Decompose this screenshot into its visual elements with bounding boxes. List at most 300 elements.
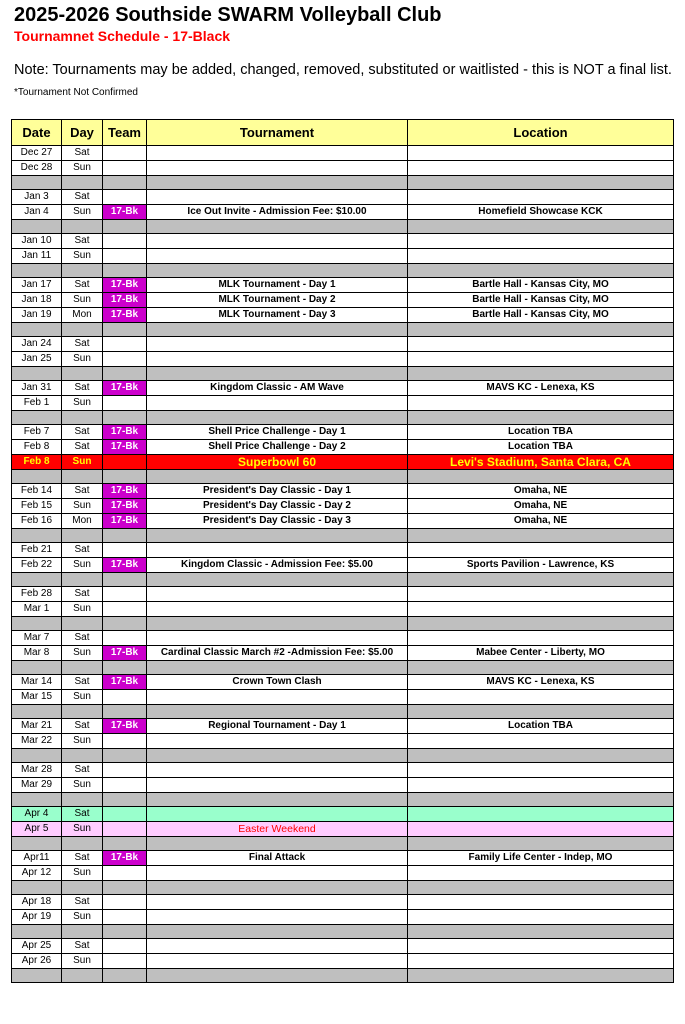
schedule-row — [12, 396, 674, 411]
tournament-cell: MLK Tournament - Day 3 — [147, 308, 408, 323]
location-cell: MAVS KC - Lenexa, KS — [408, 381, 674, 396]
team-cell: 17-Bk — [103, 499, 147, 514]
tournament-cell — [147, 763, 408, 778]
day-cell: Sat — [62, 719, 103, 734]
separator-cell — [147, 969, 408, 983]
team-cell: 17-Bk — [103, 484, 147, 499]
team-cell: 17-Bk — [103, 558, 147, 573]
tournament-cell — [147, 807, 408, 822]
schedule-row — [12, 543, 674, 558]
location-cell — [408, 895, 674, 910]
separator-cell — [103, 749, 147, 763]
separator-row — [12, 705, 674, 719]
schedule-row — [12, 440, 674, 455]
location-cell — [408, 778, 674, 793]
separator-cell — [62, 323, 103, 337]
separator-cell — [62, 411, 103, 425]
day-cell: Sat — [62, 337, 103, 352]
date-cell: Feb 16 — [12, 514, 62, 529]
schedule-row — [12, 455, 674, 470]
separator-cell — [103, 617, 147, 631]
schedule-row — [12, 278, 674, 293]
date-cell: Mar 15 — [12, 690, 62, 705]
separator-cell — [12, 529, 62, 543]
separator-cell — [147, 470, 408, 484]
schedule-row — [12, 381, 674, 396]
date-cell: Mar 8 — [12, 646, 62, 661]
date-cell: Feb 14 — [12, 484, 62, 499]
separator-cell — [147, 793, 408, 807]
team-cell — [103, 954, 147, 969]
separator-cell — [408, 176, 674, 190]
separator-cell — [12, 323, 62, 337]
column-header-team: Team — [103, 120, 147, 146]
date-cell: Feb 28 — [12, 587, 62, 602]
team-cell — [103, 587, 147, 602]
schedule-row — [12, 293, 674, 308]
location-cell: Levi's Stadium, Santa Clara, CA — [408, 455, 674, 470]
date-cell: Jan 19 — [12, 308, 62, 323]
location-cell — [408, 190, 674, 205]
separator-cell — [62, 617, 103, 631]
date-cell: Jan 4 — [12, 205, 62, 220]
separator-cell — [62, 969, 103, 983]
separator-cell — [12, 411, 62, 425]
location-cell: Bartle Hall - Kansas City, MO — [408, 278, 674, 293]
schedule-row — [12, 352, 674, 367]
date-cell: Mar 14 — [12, 675, 62, 690]
separator-cell — [103, 969, 147, 983]
schedule-row — [12, 954, 674, 969]
separator-row — [12, 617, 674, 631]
day-cell: Sun — [62, 734, 103, 749]
separator-cell — [103, 705, 147, 719]
separator-cell — [408, 367, 674, 381]
tournament-cell: Kingdom Classic - AM Wave — [147, 381, 408, 396]
day-cell: Sat — [62, 484, 103, 499]
date-cell: Feb 15 — [12, 499, 62, 514]
column-header-date: Date — [12, 120, 62, 146]
footnote: *Tournament Not Confirmed — [14, 87, 138, 98]
separator-cell — [12, 925, 62, 939]
tournament-cell — [147, 734, 408, 749]
separator-row — [12, 220, 674, 234]
separator-cell — [103, 925, 147, 939]
separator-cell — [62, 470, 103, 484]
day-cell: Sat — [62, 543, 103, 558]
day-cell: Sun — [62, 205, 103, 220]
team-cell: 17-Bk — [103, 381, 147, 396]
column-header-day: Day — [62, 120, 103, 146]
location-cell — [408, 543, 674, 558]
separator-cell — [147, 925, 408, 939]
separator-cell — [103, 837, 147, 851]
separator-row — [12, 881, 674, 895]
team-cell — [103, 190, 147, 205]
team-cell — [103, 763, 147, 778]
separator-row — [12, 793, 674, 807]
team-cell: 17-Bk — [103, 205, 147, 220]
team-cell — [103, 602, 147, 617]
day-cell: Sat — [62, 851, 103, 866]
tournament-cell: Crown Town Clash — [147, 675, 408, 690]
schedule-row — [12, 558, 674, 573]
tournament-cell: MLK Tournament - Day 2 — [147, 293, 408, 308]
tournament-cell — [147, 602, 408, 617]
day-cell: Sat — [62, 763, 103, 778]
column-header-tournament: Tournament — [147, 120, 408, 146]
date-cell: Feb 8 — [12, 455, 62, 470]
team-cell — [103, 543, 147, 558]
day-cell: Sat — [62, 587, 103, 602]
schedule-row — [12, 866, 674, 881]
date-cell: Apr 25 — [12, 939, 62, 954]
separator-cell — [62, 837, 103, 851]
date-cell: Jan 10 — [12, 234, 62, 249]
date-cell: Jan 3 — [12, 190, 62, 205]
separator-cell — [103, 573, 147, 587]
separator-cell — [408, 220, 674, 234]
separator-cell — [147, 220, 408, 234]
separator-cell — [147, 661, 408, 675]
separator-row — [12, 470, 674, 484]
separator-cell — [408, 617, 674, 631]
separator-cell — [147, 881, 408, 895]
team-cell — [103, 146, 147, 161]
date-cell: Mar 7 — [12, 631, 62, 646]
date-cell: Mar 28 — [12, 763, 62, 778]
separator-cell — [12, 749, 62, 763]
team-cell — [103, 866, 147, 881]
date-cell: Feb 8 — [12, 440, 62, 455]
schedule-row — [12, 631, 674, 646]
location-cell — [408, 939, 674, 954]
schedule-table — [11, 119, 674, 983]
team-cell — [103, 690, 147, 705]
date-cell: Feb 7 — [12, 425, 62, 440]
date-cell: Feb 22 — [12, 558, 62, 573]
date-cell: Apr 12 — [12, 866, 62, 881]
tournament-cell: Superbowl 60 — [147, 455, 408, 470]
date-cell: Apr 19 — [12, 910, 62, 925]
location-cell — [408, 587, 674, 602]
location-cell — [408, 146, 674, 161]
separator-cell — [408, 470, 674, 484]
separator-row — [12, 529, 674, 543]
date-cell: Jan 11 — [12, 249, 62, 264]
schedule-row — [12, 249, 674, 264]
tournament-cell: Shell Price Challenge - Day 2 — [147, 440, 408, 455]
date-cell: Jan 31 — [12, 381, 62, 396]
day-cell: Sun — [62, 690, 103, 705]
tournament-cell: MLK Tournament - Day 1 — [147, 278, 408, 293]
separator-cell — [408, 793, 674, 807]
tournament-cell — [147, 631, 408, 646]
separator-cell — [103, 220, 147, 234]
separator-cell — [147, 411, 408, 425]
team-cell — [103, 396, 147, 411]
location-cell — [408, 631, 674, 646]
day-cell: Sun — [62, 558, 103, 573]
location-cell — [408, 807, 674, 822]
separator-cell — [103, 881, 147, 895]
separator-cell — [147, 264, 408, 278]
day-cell: Sat — [62, 278, 103, 293]
team-cell — [103, 455, 147, 470]
date-cell: Apr11 — [12, 851, 62, 866]
separator-cell — [12, 176, 62, 190]
separator-cell — [103, 367, 147, 381]
separator-row — [12, 969, 674, 983]
separator-cell — [147, 323, 408, 337]
team-cell — [103, 734, 147, 749]
schedule-row — [12, 308, 674, 323]
location-cell: Mabee Center - Liberty, MO — [408, 646, 674, 661]
separator-cell — [12, 367, 62, 381]
separator-cell — [62, 661, 103, 675]
separator-cell — [147, 573, 408, 587]
day-cell: Sun — [62, 646, 103, 661]
separator-cell — [103, 176, 147, 190]
day-cell: Sun — [62, 822, 103, 837]
location-cell — [408, 249, 674, 264]
team-cell — [103, 822, 147, 837]
schedule-row — [12, 337, 674, 352]
team-cell: 17-Bk — [103, 278, 147, 293]
separator-cell — [62, 176, 103, 190]
separator-cell — [62, 749, 103, 763]
location-cell — [408, 822, 674, 837]
team-cell: 17-Bk — [103, 293, 147, 308]
day-cell: Sun — [62, 455, 103, 470]
location-cell: Location TBA — [408, 440, 674, 455]
schedule-row — [12, 719, 674, 734]
location-cell — [408, 396, 674, 411]
location-cell — [408, 690, 674, 705]
schedule-row — [12, 690, 674, 705]
day-cell: Sun — [62, 352, 103, 367]
separator-cell — [408, 705, 674, 719]
tournament-cell — [147, 954, 408, 969]
day-cell: Sat — [62, 807, 103, 822]
tournament-cell — [147, 939, 408, 954]
separator-cell — [12, 793, 62, 807]
tournament-cell — [147, 249, 408, 264]
day-cell: Sun — [62, 602, 103, 617]
separator-cell — [103, 264, 147, 278]
separator-row — [12, 264, 674, 278]
location-cell — [408, 910, 674, 925]
separator-cell — [147, 367, 408, 381]
date-cell: Apr 5 — [12, 822, 62, 837]
location-cell — [408, 161, 674, 176]
schedule-row — [12, 514, 674, 529]
separator-cell — [12, 220, 62, 234]
team-cell: 17-Bk — [103, 719, 147, 734]
schedule-row — [12, 822, 674, 837]
separator-cell — [62, 264, 103, 278]
team-cell: 17-Bk — [103, 425, 147, 440]
page-subtitle: Tournamnet Schedule - 17-Black — [14, 28, 231, 44]
date-cell: Jan 24 — [12, 337, 62, 352]
separator-row — [12, 749, 674, 763]
day-cell: Sat — [62, 425, 103, 440]
separator-cell — [408, 411, 674, 425]
day-cell: Sat — [62, 190, 103, 205]
location-cell — [408, 866, 674, 881]
schedule-row — [12, 646, 674, 661]
schedule-row — [12, 161, 674, 176]
schedule-row — [12, 602, 674, 617]
team-cell — [103, 249, 147, 264]
team-cell — [103, 895, 147, 910]
separator-cell — [12, 837, 62, 851]
date-cell: Mar 21 — [12, 719, 62, 734]
location-cell: Sports Pavilion - Lawrence, KS — [408, 558, 674, 573]
separator-cell — [62, 925, 103, 939]
team-cell — [103, 631, 147, 646]
tournament-cell — [147, 352, 408, 367]
separator-row — [12, 367, 674, 381]
separator-cell — [147, 176, 408, 190]
separator-cell — [12, 705, 62, 719]
location-cell: Family Life Center - Indep, MO — [408, 851, 674, 866]
date-cell: Jan 17 — [12, 278, 62, 293]
day-cell: Sat — [62, 440, 103, 455]
tournament-cell: Final Attack — [147, 851, 408, 866]
date-cell: Feb 21 — [12, 543, 62, 558]
team-cell — [103, 910, 147, 925]
tournament-cell — [147, 146, 408, 161]
day-cell: Sun — [62, 249, 103, 264]
tournament-cell: President's Day Classic - Day 1 — [147, 484, 408, 499]
date-cell: Dec 27 — [12, 146, 62, 161]
day-cell: Sat — [62, 675, 103, 690]
tournament-cell: President's Day Classic - Day 3 — [147, 514, 408, 529]
location-cell — [408, 954, 674, 969]
location-cell: Omaha, NE — [408, 499, 674, 514]
date-cell: Mar 22 — [12, 734, 62, 749]
separator-row — [12, 661, 674, 675]
tournament-cell: Ice Out Invite - Admission Fee: $10.00 — [147, 205, 408, 220]
tournament-cell: Kingdom Classic - Admission Fee: $5.00 — [147, 558, 408, 573]
page-title: 2025-2026 Southside SWARM Volleyball Club — [14, 4, 442, 26]
team-cell — [103, 778, 147, 793]
tournament-cell: Cardinal Classic March #2 -Admission Fee: $5.00 — [147, 646, 408, 661]
team-cell — [103, 234, 147, 249]
schedule-row — [12, 146, 674, 161]
separator-cell — [62, 793, 103, 807]
team-cell: 17-Bk — [103, 675, 147, 690]
separator-cell — [408, 573, 674, 587]
separator-cell — [147, 837, 408, 851]
schedule-row — [12, 807, 674, 822]
separator-cell — [408, 925, 674, 939]
team-cell — [103, 161, 147, 176]
tournament-cell — [147, 778, 408, 793]
separator-row — [12, 925, 674, 939]
team-cell: 17-Bk — [103, 646, 147, 661]
tournament-cell — [147, 690, 408, 705]
day-cell: Sat — [62, 939, 103, 954]
team-cell: 17-Bk — [103, 514, 147, 529]
day-cell: Sun — [62, 161, 103, 176]
date-cell: Apr 4 — [12, 807, 62, 822]
date-cell: Apr 26 — [12, 954, 62, 969]
separator-cell — [408, 969, 674, 983]
tournament-cell: Regional Tournament - Day 1 — [147, 719, 408, 734]
location-cell: Homefield Showcase KCK — [408, 205, 674, 220]
tournament-cell — [147, 543, 408, 558]
separator-row — [12, 411, 674, 425]
separator-cell — [62, 705, 103, 719]
separator-cell — [62, 881, 103, 895]
day-cell: Mon — [62, 308, 103, 323]
date-cell: Apr 18 — [12, 895, 62, 910]
day-cell: Sat — [62, 381, 103, 396]
day-cell: Sat — [62, 146, 103, 161]
location-cell: MAVS KC - Lenexa, KS — [408, 675, 674, 690]
separator-cell — [12, 969, 62, 983]
schedule-row — [12, 734, 674, 749]
location-cell — [408, 602, 674, 617]
separator-cell — [103, 323, 147, 337]
separator-cell — [147, 617, 408, 631]
separator-cell — [408, 264, 674, 278]
location-cell — [408, 763, 674, 778]
location-cell: Omaha, NE — [408, 514, 674, 529]
schedule-row — [12, 205, 674, 220]
team-cell — [103, 352, 147, 367]
schedule-row — [12, 910, 674, 925]
separator-cell — [408, 529, 674, 543]
separator-cell — [103, 661, 147, 675]
schedule-row — [12, 190, 674, 205]
schedule-row — [12, 587, 674, 602]
team-cell — [103, 337, 147, 352]
day-cell: Sat — [62, 895, 103, 910]
day-cell: Sun — [62, 778, 103, 793]
tournament-cell — [147, 190, 408, 205]
separator-cell — [408, 837, 674, 851]
column-header-location: Location — [408, 120, 674, 146]
day-cell: Sun — [62, 499, 103, 514]
location-cell: Bartle Hall - Kansas City, MO — [408, 308, 674, 323]
day-cell: Mon — [62, 514, 103, 529]
tournament-cell — [147, 866, 408, 881]
separator-cell — [103, 793, 147, 807]
tournament-cell — [147, 396, 408, 411]
tournament-cell — [147, 587, 408, 602]
date-cell: Feb 1 — [12, 396, 62, 411]
tournament-cell — [147, 910, 408, 925]
schedule-row — [12, 851, 674, 866]
separator-cell — [147, 749, 408, 763]
schedule-row — [12, 675, 674, 690]
location-cell — [408, 337, 674, 352]
team-cell: 17-Bk — [103, 851, 147, 866]
table-header-row — [12, 120, 674, 146]
team-cell — [103, 939, 147, 954]
location-cell — [408, 734, 674, 749]
location-cell — [408, 352, 674, 367]
schedule-row — [12, 895, 674, 910]
separator-row — [12, 323, 674, 337]
separator-cell — [62, 529, 103, 543]
separator-row — [12, 837, 674, 851]
separator-cell — [12, 470, 62, 484]
tournament-cell — [147, 234, 408, 249]
